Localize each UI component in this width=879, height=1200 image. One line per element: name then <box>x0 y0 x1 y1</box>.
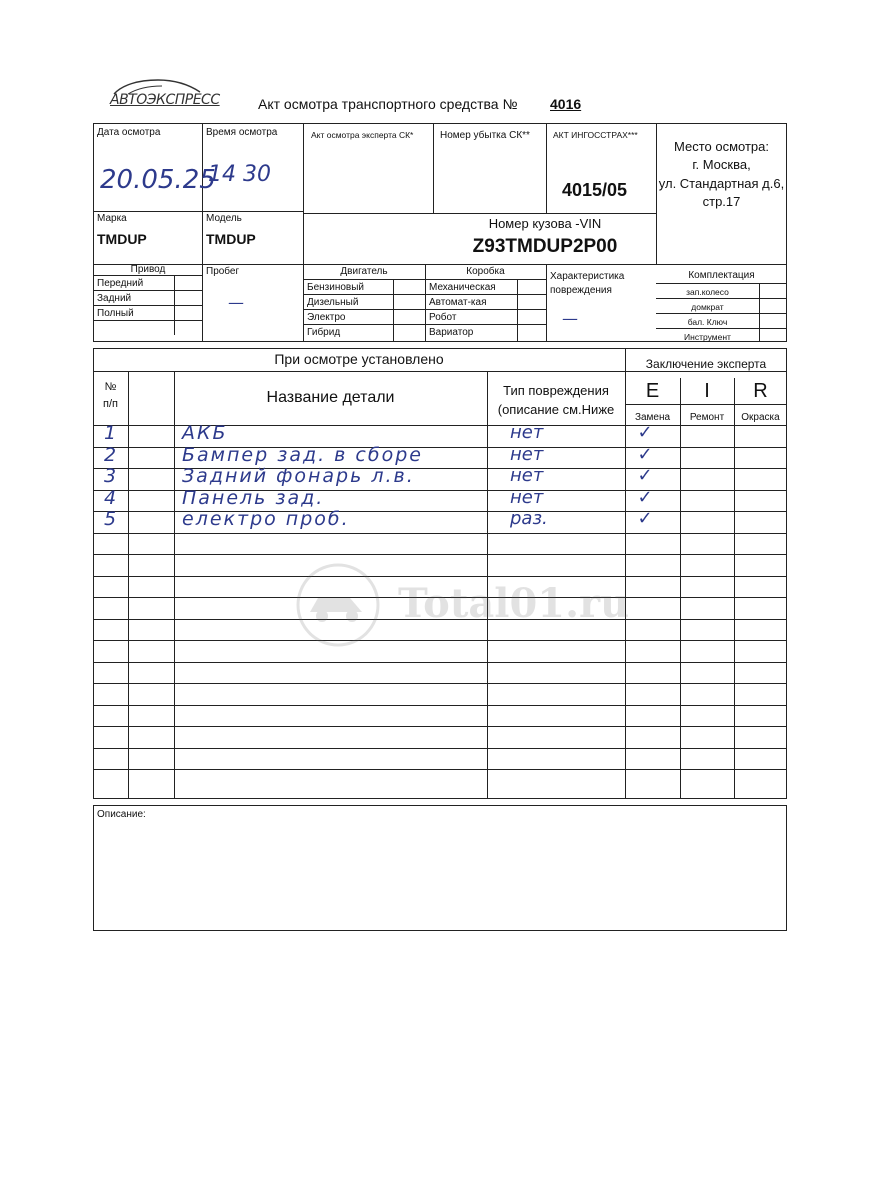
logo-text: АВТОЭКСПРЕСС <box>110 92 220 108</box>
row-damage-type: нет <box>510 422 544 443</box>
time-label: Время осмотра <box>206 127 278 138</box>
gearbox-label: Коробка <box>466 266 505 277</box>
row-part-name: Бампер зад. в сборе <box>182 443 423 466</box>
company-logo <box>108 76 220 112</box>
row-number: 1 <box>103 422 117 444</box>
row-number: 5 <box>103 508 117 530</box>
row-replace-check: ✓ <box>637 486 653 508</box>
row-part-name: Панель зад. <box>182 486 325 509</box>
row-replace-check: ✓ <box>637 443 653 465</box>
claim-label: Номер убытка СК** <box>440 130 530 141</box>
col-replace: Замена <box>634 412 671 423</box>
description-label: Описание: <box>97 809 146 820</box>
gearbox-option-auto: Автомат-кая <box>429 297 487 308</box>
model-label: Модель <box>206 213 242 224</box>
damage-value: — <box>562 309 578 328</box>
brand-value: TMDUP <box>97 231 147 247</box>
date-label: Дата осмотра <box>97 127 161 138</box>
row-part-name: Задний фонарь л.в. <box>182 465 415 487</box>
expert-act-label: Акт осмотра эксперта СК* <box>311 130 414 140</box>
vin-label: Номер кузова -VIN <box>488 216 602 231</box>
gearbox-option-cvt: Вариатор <box>429 327 474 338</box>
drive-label: Привод <box>130 264 166 275</box>
row-replace-check: ✓ <box>637 465 653 486</box>
place-label: Место осмотра: <box>674 139 769 154</box>
col-paint: Окраска <box>741 412 780 423</box>
drive-option-all: Полный <box>97 308 134 319</box>
table-row-line <box>93 769 787 770</box>
mileage-label: Пробег <box>206 266 240 277</box>
table-row-line <box>93 662 787 663</box>
col-num-1: № <box>104 381 117 393</box>
table-row-line <box>93 683 787 684</box>
engine-label: Двигатель <box>340 266 388 277</box>
row-damage-type: раз. <box>510 508 548 529</box>
row-replace-check: ✓ <box>637 508 653 529</box>
kit-option-jack: домкрат <box>691 302 724 312</box>
table-row-line <box>93 705 787 706</box>
engine-option-diesel: Дизельный <box>307 297 359 308</box>
time-value: 14 30 <box>208 162 271 187</box>
row-replace-check: ✓ <box>637 422 653 443</box>
col-type-1: Тип повреждения <box>503 383 609 398</box>
row-damage-type: нет <box>510 465 544 486</box>
col-name: Название детали <box>266 389 395 406</box>
engine-option-electric: Электро <box>307 312 346 323</box>
row-damage-type: нет <box>510 443 544 465</box>
table-row-line <box>93 554 787 555</box>
drive-option-rear: Задний <box>97 293 132 304</box>
table-row-line <box>93 748 787 749</box>
row-number: 2 <box>103 443 117 466</box>
damage-label-1: Характеристика <box>550 271 625 282</box>
col-type-2: (описание см.Ниже <box>497 402 615 417</box>
ingos-label: АКТ ИНГОССТРАХ*** <box>553 130 638 140</box>
row-part-name: АКБ <box>182 422 228 444</box>
col-i: I <box>704 380 710 402</box>
document-title: Акт осмотра транспортного средства № <box>258 96 518 112</box>
kit-label: Комплектация <box>688 270 755 281</box>
row-damage-type: нет <box>510 486 544 508</box>
place-line-3: стр.17 <box>702 194 741 209</box>
watermark-car-icon <box>288 560 398 650</box>
row-part-name: електро проб. <box>182 508 350 530</box>
row-number: 4 <box>103 486 117 509</box>
gearbox-option-robot: Робот <box>429 312 457 323</box>
engine-option-hybrid: Гибрид <box>307 327 341 338</box>
engine-option-petrol: Бензиновый <box>307 282 364 293</box>
ingos-value: 4015/05 <box>562 180 628 200</box>
conclusion-title: Заключение эксперта <box>645 357 767 371</box>
table-row-line <box>93 726 787 727</box>
date-value: 20.05.25 <box>100 165 216 195</box>
findings-title: При осмотре установлено <box>274 351 444 367</box>
col-repair: Ремонт <box>689 412 725 423</box>
model-value: TMDUP <box>206 231 256 247</box>
document-number: 4016 <box>550 96 582 112</box>
place-line-2: ул. Стандартная д.6, <box>658 176 785 191</box>
row-number: 3 <box>103 465 117 487</box>
watermark-text: Total01.ru <box>398 580 630 627</box>
vin-value: Z93TMDUP2P00 <box>472 236 618 257</box>
kit-option-spare: зап.колесо <box>686 287 729 297</box>
col-e: E <box>645 380 660 402</box>
description-box <box>93 805 787 931</box>
brand-label: Марка <box>97 213 127 224</box>
kit-option-wrench: бал. Ключ <box>687 317 728 327</box>
mileage-value: — <box>228 293 244 312</box>
watermark <box>288 560 630 650</box>
drive-option-front: Передний <box>97 278 144 289</box>
kit-option-tools: Инструмент <box>684 332 731 342</box>
col-num-2: п/п <box>103 398 118 410</box>
place-line-1: г. Москва, <box>692 157 751 172</box>
damage-label-2: повреждения <box>550 285 612 296</box>
gearbox-option-manual: Механическая <box>429 282 496 293</box>
table-row-line <box>93 533 787 534</box>
col-r: R <box>753 380 768 402</box>
